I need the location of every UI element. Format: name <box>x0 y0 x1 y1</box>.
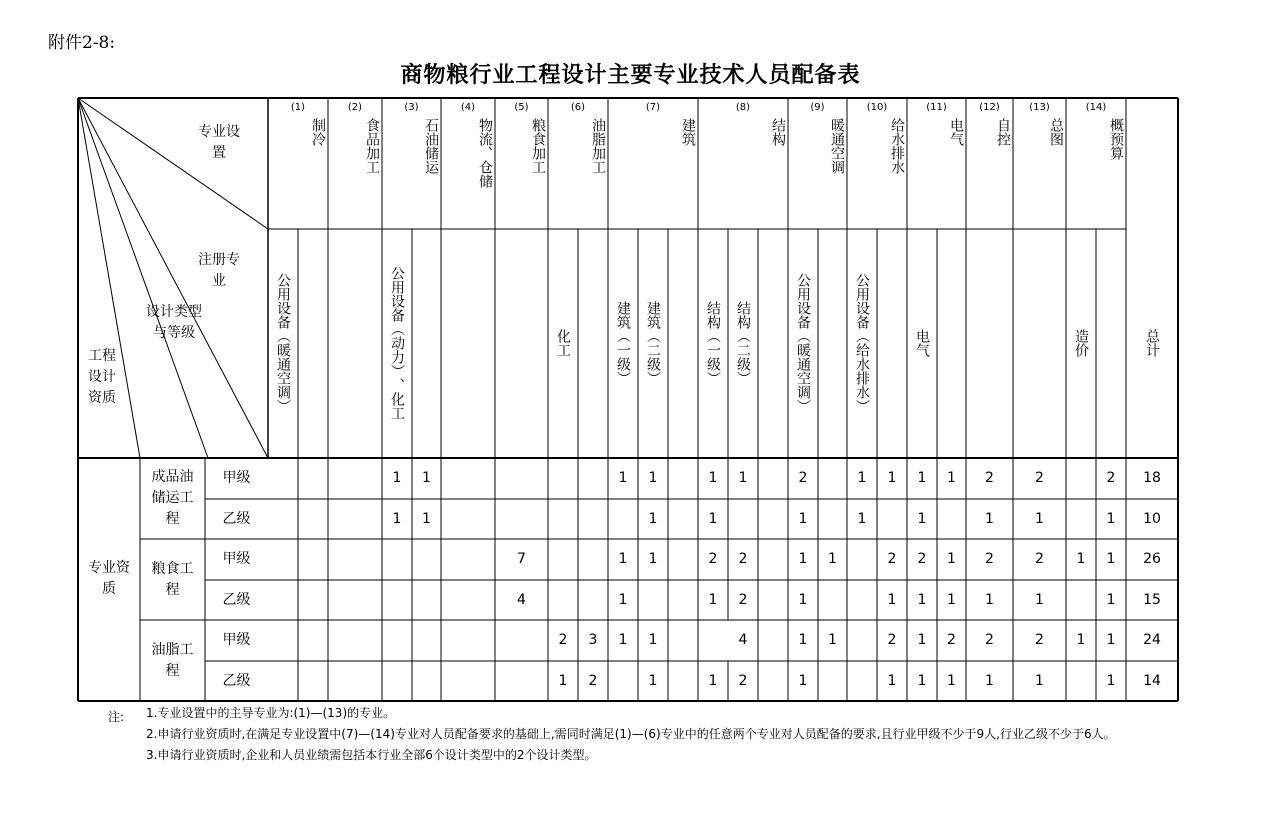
data-value: 1 <box>985 673 994 689</box>
design-type-group: 粮食工程 <box>151 560 194 598</box>
data-value: 3 <box>588 632 598 648</box>
data-value: 1 <box>985 592 994 608</box>
registered-specialty-label: 建筑︵一级︶ <box>615 301 631 385</box>
specialty-index: (5) <box>514 102 529 113</box>
data-value: 2 <box>798 470 808 486</box>
total-header: 总计 <box>1144 329 1160 357</box>
data-value: 2 <box>738 551 748 567</box>
grade-label: 甲级 <box>222 470 251 486</box>
design-type-group: 成品油储运工程 <box>151 469 194 527</box>
specialty-index: (12) <box>979 102 1000 113</box>
data-value: 2 <box>1106 470 1116 486</box>
data-value: 1 <box>917 511 927 527</box>
specialty-index: (2) <box>347 102 363 113</box>
registered-specialty-label: 造价 <box>1073 329 1089 357</box>
data-value: 1 <box>828 632 837 648</box>
data-value: 1 <box>1076 632 1086 648</box>
specialty-index: (1) <box>290 102 306 113</box>
specialty-name: 物流、仓储 <box>477 118 493 188</box>
specialty-index: (6) <box>570 102 586 113</box>
total-value: 24 <box>1143 632 1161 648</box>
specialty-name: 油脂加工 <box>590 118 606 174</box>
data-value: 4 <box>517 592 526 608</box>
note-item: 2.申请行业资质时,在满足专业设置中(7)—(14)专业对人员配备要求的基础上,需同时满足(1)—(6)专业中的任意两个专业对人员配备的要求,且行业甲级不少于9人,行业乙级不少于6人。 <box>146 727 1116 741</box>
corner-design-type-grade: 设计类型与等级 <box>146 304 202 341</box>
note-item: 3.申请行业资质时,企业和人员业绩需包括本行业全部6个设计类型中的2个设计类型。 <box>146 748 597 762</box>
data-value: 2 <box>1035 632 1044 648</box>
data-value: 2 <box>1035 470 1044 486</box>
note-item: 1.专业设置中的主导专业为:(1)—(13)的专业。 <box>146 706 396 720</box>
data-value: 1 <box>648 470 658 486</box>
attachment-label: 附件2-8: <box>48 33 116 53</box>
data-value: 1 <box>857 470 867 486</box>
total-value: 18 <box>1143 470 1161 486</box>
data-value: 1 <box>708 511 718 527</box>
data-value: 1 <box>887 592 897 608</box>
grade-label: 甲级 <box>222 632 251 648</box>
data-value: 1 <box>618 592 628 608</box>
specialty-index: (4) <box>460 102 476 113</box>
data-value: 1 <box>947 592 956 608</box>
registered-specialty-label: 公用设备︵动力︶、化工 <box>389 266 405 420</box>
registered-specialty-label: 公用设备︵暖通空调︶ <box>275 273 291 413</box>
data-value: 1 <box>648 551 658 567</box>
data-value: 2 <box>947 632 956 648</box>
data-value: 1 <box>618 551 628 567</box>
data-value: 2 <box>708 551 718 567</box>
registered-specialty-label: 结构︵二级︶ <box>735 301 751 385</box>
specialty-name: 结构 <box>770 118 786 146</box>
registered-specialty-label: 公用设备︵暖通空调︶ <box>795 273 811 413</box>
data-value: 2 <box>887 551 897 567</box>
design-type-group: 油脂工程 <box>151 641 194 679</box>
data-value: 1 <box>422 470 431 486</box>
specialty-name: 给水排水 <box>889 118 905 174</box>
data-value: 1 <box>947 551 956 567</box>
data-value: 1 <box>618 632 628 648</box>
data-value: 1 <box>798 592 808 608</box>
corner-qualification: 工程设计资质 <box>88 348 116 406</box>
specialty-index: (9) <box>810 102 825 113</box>
data-value: 1 <box>947 673 956 689</box>
specialty-index: (14) <box>1085 102 1107 113</box>
data-value: 1 <box>392 511 402 527</box>
data-value: 2 <box>738 673 748 689</box>
data-value: 2 <box>917 551 927 567</box>
specialty-name: 总图 <box>1048 118 1064 146</box>
specialty-index: (10) <box>866 102 888 113</box>
data-value: 1 <box>392 470 402 486</box>
registered-specialty-label: 建筑︵二级︶ <box>645 301 661 385</box>
data-value: 1 <box>422 511 431 527</box>
specialty-index: (13) <box>1029 102 1050 113</box>
specialty-index: (11) <box>926 102 947 113</box>
data-value: 1 <box>887 470 897 486</box>
data-value: 1 <box>738 470 748 486</box>
data-value: 7 <box>517 551 526 567</box>
data-value: 2 <box>738 592 748 608</box>
data-value: 2 <box>588 673 598 689</box>
specialty-name: 食品加工 <box>364 118 380 174</box>
data-value: 1 <box>1106 551 1116 567</box>
total-value: 14 <box>1143 673 1161 689</box>
data-value: 1 <box>887 673 897 689</box>
data-value: 1 <box>798 632 808 648</box>
qualification-label: 专业资质 <box>88 560 130 597</box>
data-value: 1 <box>648 511 658 527</box>
data-value: 2 <box>558 632 568 648</box>
data-value: 1 <box>917 632 927 648</box>
grade-label: 甲级 <box>222 551 251 567</box>
specialty-name: 电气 <box>948 118 964 146</box>
specialty-name: 制冷 <box>310 118 326 146</box>
grade-label: 乙级 <box>222 592 251 608</box>
data-value: 1 <box>708 673 718 689</box>
data-value: 1 <box>1106 632 1116 648</box>
data-value: 1 <box>857 511 867 527</box>
data-value: 1 <box>708 470 718 486</box>
total-value: 10 <box>1143 511 1161 527</box>
table-title: 商物粮行业工程设计主要专业技术人员配备表 <box>400 63 861 88</box>
grade-label: 乙级 <box>222 511 251 527</box>
data-value: 1 <box>798 551 808 567</box>
registered-specialty-label: 结构︵一级︶ <box>705 301 721 385</box>
data-value: 1 <box>1035 673 1044 689</box>
data-value: 2 <box>1035 551 1044 567</box>
data-value: 1 <box>1035 511 1044 527</box>
specialty-name: 自控 <box>995 118 1011 146</box>
specialty-index: (7) <box>645 102 661 113</box>
registered-specialty-label: 化工 <box>555 329 571 357</box>
data-value: 1 <box>1106 511 1116 527</box>
specialty-name: 概预算 <box>1108 118 1124 160</box>
total-value: 15 <box>1143 592 1161 608</box>
total-value: 26 <box>1143 551 1161 567</box>
data-value: 1 <box>1076 551 1086 567</box>
data-value: 1 <box>648 673 658 689</box>
data-value: 2 <box>985 632 994 648</box>
corner-specialty-setting: 专业设置 <box>198 124 240 161</box>
corner-registered-specialty: 注册专业 <box>198 252 240 289</box>
data-value: 1 <box>828 551 837 567</box>
data-value: 1 <box>558 673 568 689</box>
specialty-name: 粮食加工 <box>530 118 546 174</box>
data-value: 1 <box>1035 592 1044 608</box>
registered-specialty-label: 电气 <box>914 329 930 357</box>
grade-label: 乙级 <box>222 673 251 689</box>
specialty-index: (8) <box>735 102 751 113</box>
data-value: 1 <box>1106 592 1116 608</box>
data-value: 1 <box>947 470 956 486</box>
data-value: 4 <box>738 632 748 648</box>
data-value: 1 <box>985 511 994 527</box>
data-value: 1 <box>708 592 718 608</box>
specialty-name: 暖通空调 <box>829 118 845 174</box>
data-value: 1 <box>798 511 808 527</box>
data-value: 1 <box>798 673 808 689</box>
registered-specialty-label: 公用设备︵给水排水︶ <box>854 273 870 413</box>
data-value: 1 <box>917 592 927 608</box>
data-value: 2 <box>985 551 994 567</box>
data-value: 1 <box>618 470 628 486</box>
specialty-index: (3) <box>404 102 419 113</box>
data-value: 1 <box>648 632 658 648</box>
notes <box>108 704 1178 767</box>
data-value: 2 <box>985 470 994 486</box>
data-value: 1 <box>1106 673 1116 689</box>
specialty-name: 石油储运 <box>423 118 439 174</box>
notes-label: 注: <box>108 710 125 724</box>
specialty-name: 建筑 <box>680 118 696 146</box>
data-value: 2 <box>887 632 897 648</box>
data-value: 1 <box>917 470 927 486</box>
data-value: 1 <box>917 673 927 689</box>
